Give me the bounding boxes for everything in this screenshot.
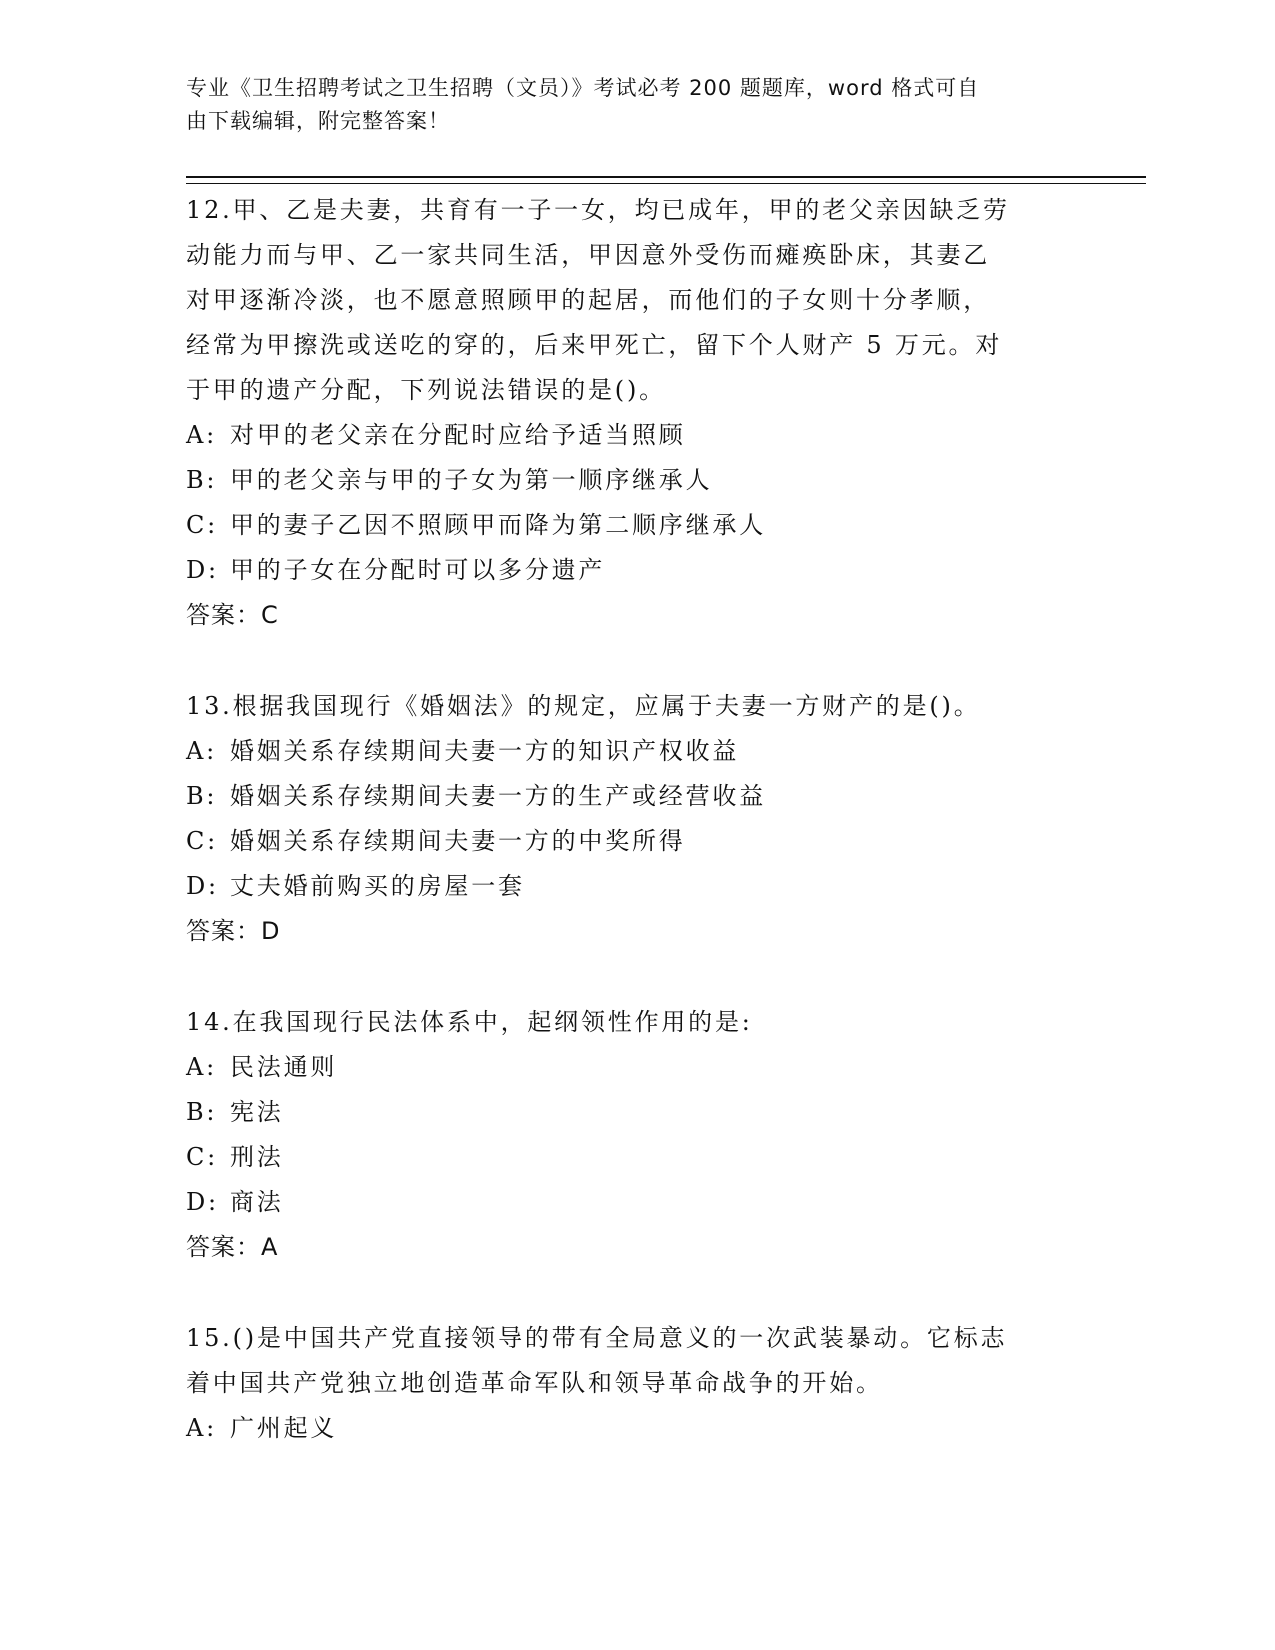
answer-label: 答案：C — [186, 601, 279, 629]
option-key: A: — [186, 1053, 218, 1081]
answer-label: 答案：A — [186, 1233, 279, 1261]
question-text-line: 着中国共产党独立地创造革命军队和领导革命战争的开始。 — [186, 1369, 883, 1397]
option-text: 对甲的老父亲在分配时应给予适当照顾 — [230, 421, 686, 449]
option-key: D: — [186, 556, 219, 584]
option-text: 民法通则 — [230, 1053, 338, 1081]
option-key: C: — [186, 511, 219, 539]
question-13 — [186, 684, 1086, 954]
answer-label: 答案：D — [186, 917, 281, 945]
question-text-line: 13.根据我国现行《婚姻法》的规定，应属于夫妻一方财产的是()。 — [186, 692, 981, 720]
option-text: 刑法 — [230, 1143, 284, 1171]
question-12 — [186, 188, 1086, 638]
option-key: C: — [186, 827, 219, 855]
header-line-1: 专业《卫生招聘考试之卫生招聘（文员）》考试必考 200 题题库，word 格式可自 — [186, 76, 980, 100]
option-c — [186, 819, 1086, 864]
option-a — [186, 1406, 1086, 1451]
option-c — [186, 1135, 1086, 1180]
option-d — [186, 864, 1086, 909]
question-text-line: 14.在我国现行民法体系中，起纲领性作用的是: — [186, 1008, 753, 1036]
option-a — [186, 729, 1086, 774]
question-14 — [186, 1000, 1086, 1270]
option-key: C: — [186, 1143, 219, 1171]
header-divider-thin — [186, 183, 1146, 184]
option-text: 广州起义 — [230, 1414, 338, 1442]
option-key: A: — [186, 421, 218, 449]
option-key: B: — [186, 782, 218, 810]
option-text: 商法 — [230, 1188, 284, 1216]
question-text-line: 于甲的遗产分配，下列说法错误的是()。 — [186, 376, 666, 404]
option-text: 甲的子女在分配时可以多分遗产 — [230, 556, 606, 584]
question-text-line: 12.甲、乙是夫妻，共育有一子一女，均已成年，甲的老父亲因缺乏劳 — [186, 196, 1010, 224]
question-text-line: 15.()是中国共产党直接领导的带有全局意义的一次武装暴动。它标志 — [186, 1324, 1008, 1352]
question-list — [186, 188, 1086, 1451]
option-key: B: — [186, 1098, 218, 1126]
option-a — [186, 1045, 1086, 1090]
option-text: 婚姻关系存续期间夫妻一方的知识产权收益 — [230, 737, 740, 765]
option-key: D: — [186, 1188, 219, 1216]
option-c — [186, 503, 1086, 548]
option-text: 宪法 — [230, 1098, 284, 1126]
option-text: 丈夫婚前购买的房屋一套 — [230, 872, 525, 900]
option-text: 婚姻关系存续期间夫妻一方的中奖所得 — [230, 827, 686, 855]
option-key: B: — [186, 466, 218, 494]
question-text-line: 动能力而与甲、乙一家共同生活，甲因意外受伤而瘫痪卧床，其妻乙 — [186, 241, 990, 269]
option-b — [186, 458, 1086, 503]
option-text: 婚姻关系存续期间夫妻一方的生产或经营收益 — [230, 782, 766, 810]
header-line-2: 由下载编辑，附完整答案！ — [186, 109, 450, 133]
option-b — [186, 1090, 1086, 1135]
header-divider-thick — [186, 176, 1146, 178]
option-b — [186, 774, 1086, 819]
option-key: D: — [186, 872, 219, 900]
option-text: 甲的妻子乙因不照顾甲而降为第二顺序继承人 — [230, 511, 766, 539]
option-d — [186, 548, 1086, 593]
question-text-line: 对甲逐渐冷淡，也不愿意照顾甲的起居，而他们的子女则十分孝顺， — [186, 286, 990, 314]
option-d — [186, 1180, 1086, 1225]
option-text: 甲的老父亲与甲的子女为第一顺序继承人 — [230, 466, 713, 494]
option-a — [186, 413, 1086, 458]
question-text-line: 经常为甲擦洗或送吃的穿的，后来甲死亡，留下个人财产 5 万元。对 — [186, 331, 1003, 359]
option-key: A: — [186, 1414, 218, 1442]
document-header — [186, 72, 1086, 138]
question-15 — [186, 1316, 1086, 1451]
option-key: A: — [186, 737, 218, 765]
